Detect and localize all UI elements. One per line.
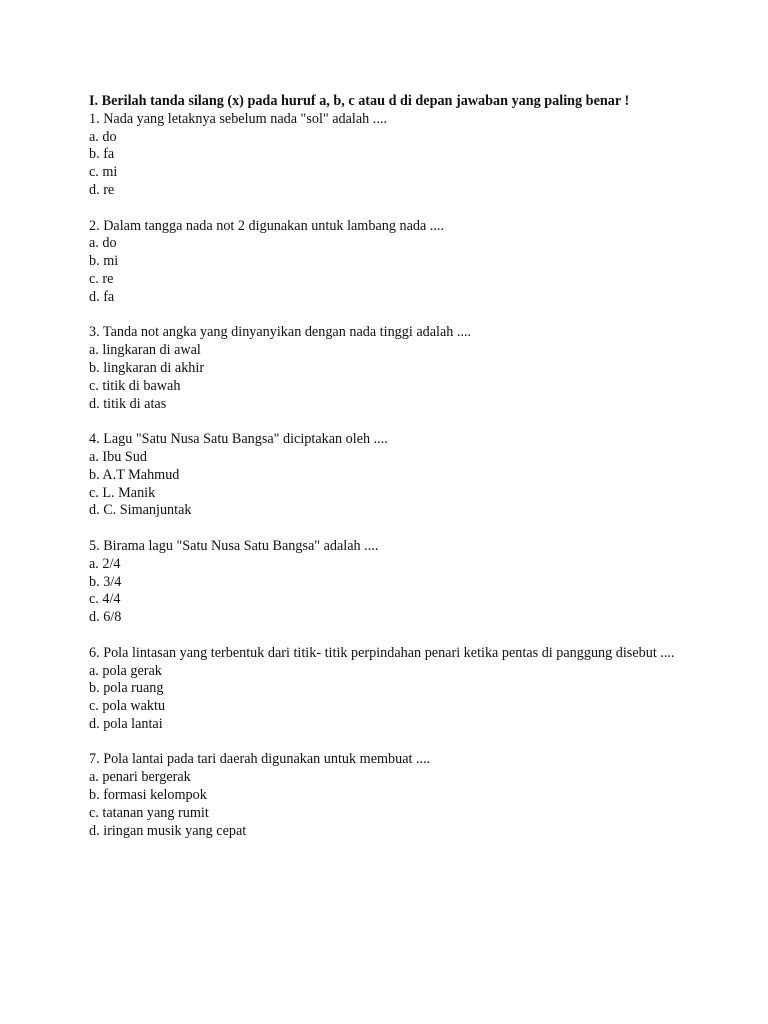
question-text: 2. Dalam tangga nada not 2 digunakan untuk lambang nada .... (89, 217, 444, 234)
question-text: 6. Pola lintasan yang terbentuk dari titik- titik perpindahan penari ketika pentas di panggung disebut .... (89, 644, 675, 661)
answer-option: c. mi (89, 164, 118, 181)
worksheet-page (89, 93, 689, 858)
answer-option: a. penari bergerak (89, 769, 191, 786)
answer-option: a. do (89, 235, 117, 252)
answer-option: d. C. Simanjuntak (89, 502, 192, 519)
answer-option: c. re (89, 270, 114, 287)
answer-option: b. mi (89, 253, 119, 270)
answer-option: d. iringan musik yang cepat (89, 822, 247, 839)
question-7 (89, 751, 689, 840)
answer-option: d. titik di atas (89, 395, 167, 412)
answer-option: a. Ibu Sud (89, 448, 147, 465)
question-3 (89, 324, 689, 413)
answer-option: b. formasi kelompok (89, 787, 207, 804)
answer-option: b. fa (89, 146, 115, 163)
question-5 (89, 538, 689, 627)
question-text: 1. Nada yang letaknya sebelum nada "sol" adalah .... (89, 110, 387, 127)
answer-option: b. lingkaran di akhir (89, 359, 205, 376)
question-6 (89, 645, 689, 734)
answer-option: d. re (89, 181, 115, 198)
question-2 (89, 218, 689, 307)
answer-option: c. pola waktu (89, 698, 166, 715)
question-1 (89, 111, 689, 200)
answer-option: b. 3/4 (89, 573, 122, 590)
answer-option: c. titik di bawah (89, 377, 181, 394)
question-text: 4. Lagu "Satu Nusa Satu Bangsa" diciptakan oleh .... (89, 431, 388, 448)
answer-option: a. lingkaran di awal (89, 342, 201, 359)
answer-option: b. pola ruang (89, 680, 164, 697)
question-4 (89, 431, 689, 520)
answer-option: c. 4/4 (89, 591, 121, 608)
instruction-heading: I. Berilah tanda silang (x) pada huruf a, b, c atau d di depan jawaban yang paling benar ! (89, 93, 630, 109)
answer-option: a. pola gerak (89, 662, 162, 679)
question-text: 3. Tanda not angka yang dinyanyikan dengan nada tinggi adalah .... (89, 324, 472, 341)
answer-option: c. L. Manik (89, 484, 156, 501)
answer-option: a. 2/4 (89, 555, 121, 572)
question-text: 7. Pola lantai pada tari daerah digunakan untuk membuat .... (89, 751, 431, 768)
answer-option: a. do (89, 128, 117, 145)
answer-option: d. fa (89, 288, 115, 305)
answer-option: c. tatanan yang rumit (89, 804, 209, 821)
answer-option: d. pola lantai (89, 715, 163, 732)
question-text: 5. Birama lagu "Satu Nusa Satu Bangsa" adalah .... (89, 537, 379, 554)
answer-option: b. A.T Mahmud (89, 466, 180, 483)
answer-option: d. 6/8 (89, 609, 122, 626)
